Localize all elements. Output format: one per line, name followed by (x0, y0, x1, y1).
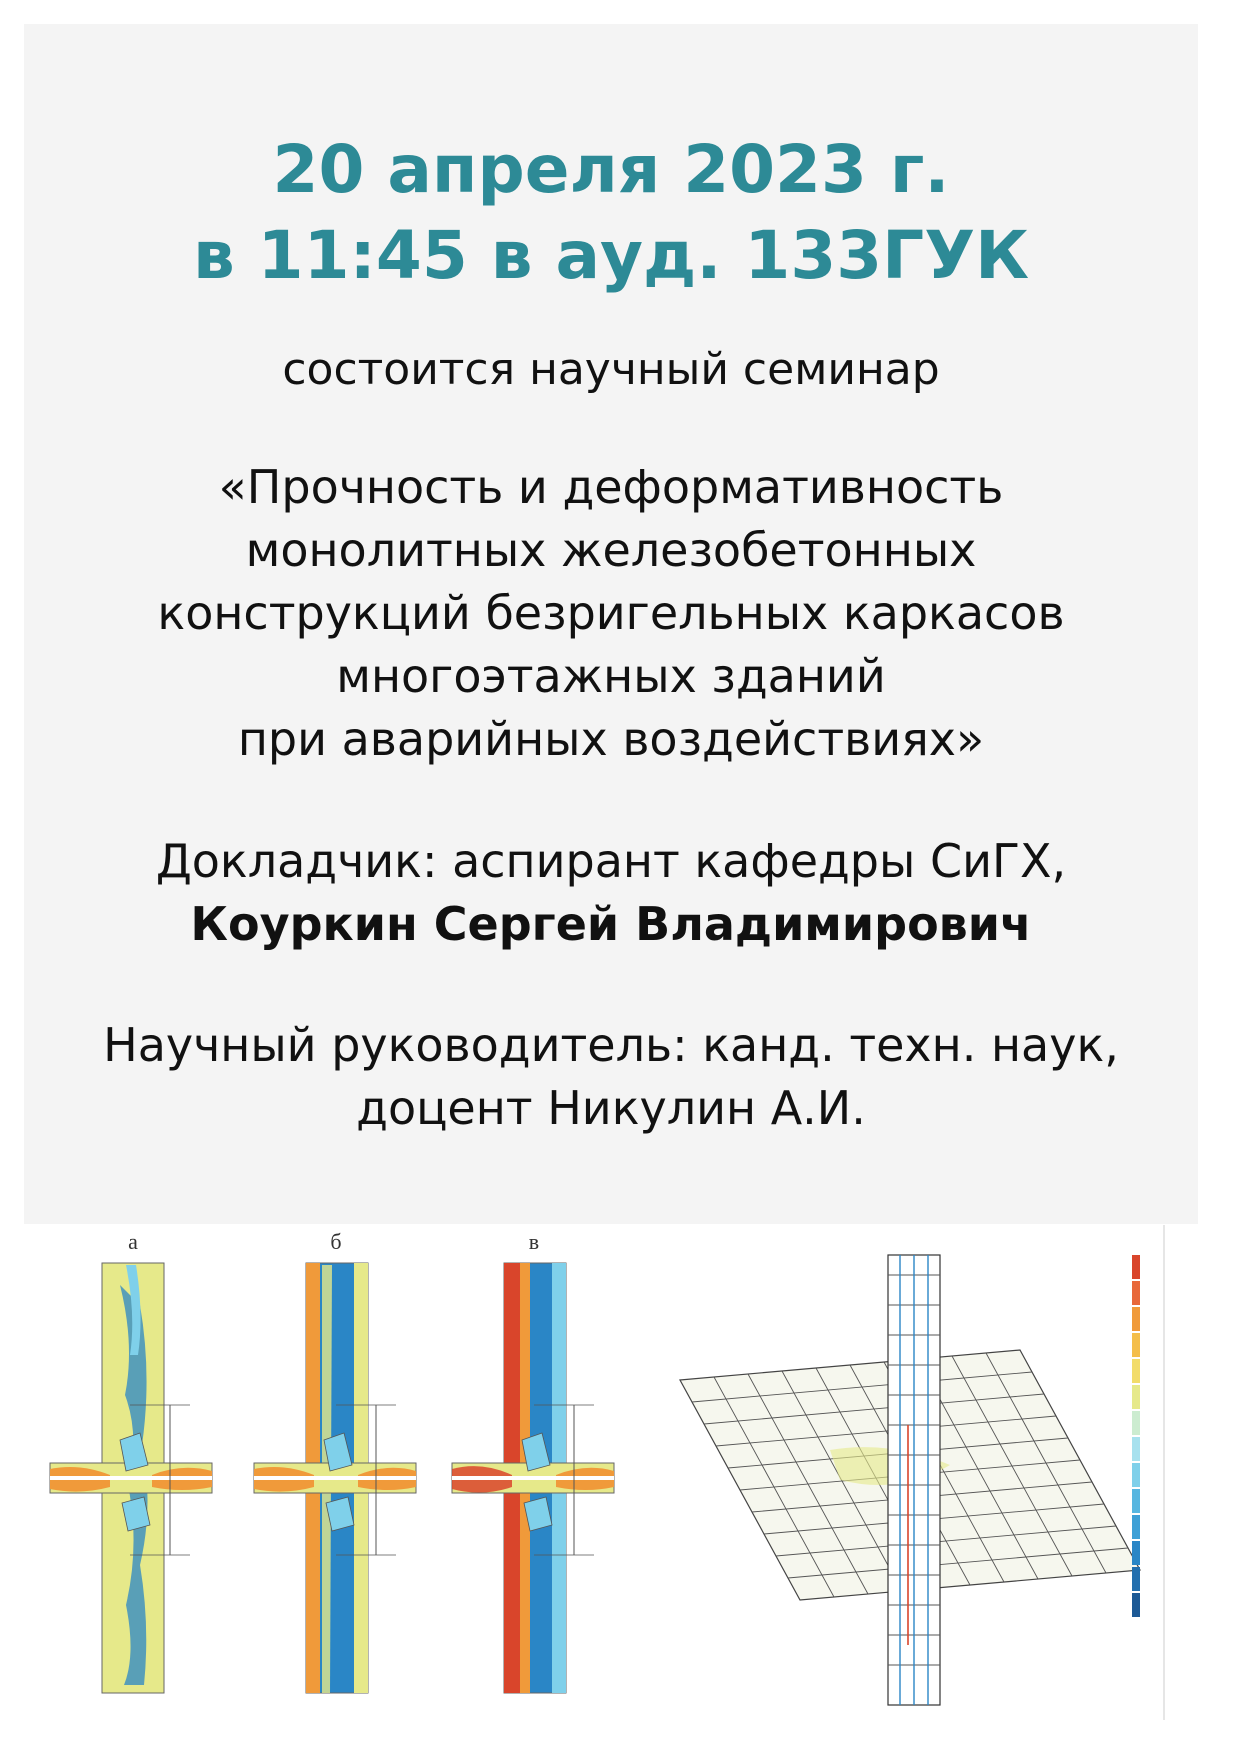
seminar-title-line: монолитных железобетонных (245, 523, 977, 577)
frame-grid-model (680, 1255, 1140, 1705)
column-panel-c (452, 1229, 614, 1693)
panel-label-c: в (528, 1229, 540, 1254)
event-date: 20 апреля 2023 г. (272, 131, 950, 208)
seminar-title-line: при аварийных воздействиях» (237, 712, 985, 766)
color-scale-legend (1132, 1225, 1164, 1720)
speaker-prefix: Докладчик: аспирант кафедры СиГХ, (155, 834, 1067, 888)
event-place: в 11:45 в ауд. 133ГУК (192, 217, 1030, 294)
supervisor-line: Научный руководитель: канд. техн. наук, (103, 1018, 1119, 1072)
seminar-title-line: многоэтажных зданий (336, 649, 886, 703)
seminar-title-line: «Прочность и деформативность (218, 460, 1004, 514)
stress-field-illustration (40, 1225, 1190, 1720)
announcement-card (24, 24, 1198, 1224)
supervisor-name: доцент Никулин А.И. (356, 1081, 866, 1135)
speaker-name: Коуркин Сергей Владимирович (190, 897, 1032, 951)
simulation-figure (40, 1225, 1190, 1720)
panel-label-a: а (128, 1229, 138, 1254)
column-panel-a (50, 1229, 212, 1693)
column-panel-b (254, 1229, 416, 1693)
seminar-intro: состоится научный семинар (282, 344, 940, 395)
seminar-title-line: конструкций безригельных каркасов (157, 586, 1065, 640)
panel-label-b: б (330, 1229, 342, 1254)
